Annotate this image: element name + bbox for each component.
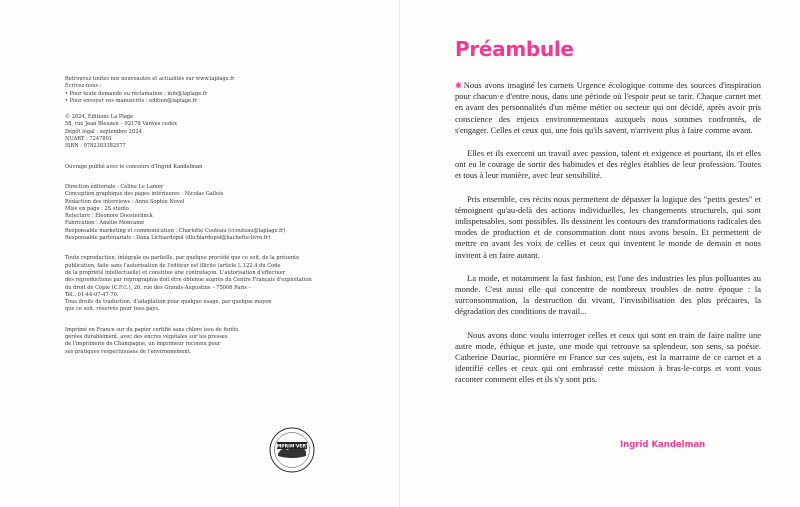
rights-line: publication, faite sans l'autorisation de l'éditeur est illicite (article L.122.4 du Code — [65, 262, 281, 269]
rights-line: Tél.: 01-44-07-47-70. — [65, 291, 119, 298]
rights-line: du droit de Copie (C.F.C.), 20, rue des Grands-Augustins – 75006 Paris – — [65, 284, 252, 291]
contact-line: • Pour toute demande ou réclamation : info@laplage.fr — [65, 90, 208, 97]
imprim-vert-logo — [268, 426, 316, 474]
credit-line: Direction éditoriale : Céline Le Lamer — [65, 183, 164, 190]
rights-line: Toute reproduction, intégrale ou partielle, par quelque procédé que ce soit, de la présente — [65, 255, 300, 262]
paragraph: Pris ensemble, ces récits nous permettent de dépasser la logique des "petits gestes" et témoignent qu'au-delà des actions individuelles, les changements structurels, qui sont indispensables, sont possibles. Ils dessinent les contours des transformations radicales des modes de production et de consommation dont nous avons besoin. Et permettent de mettre en avant les voix de celles et ceux qui inventent le monde de demain et nous invitent à en faire autant. — [455, 193, 761, 260]
logo-text: IMPRIM'VERT — [274, 444, 310, 450]
copyright-line: NUART : 7247801 — [65, 136, 113, 143]
author-signature: Ingrid Kandelman — [620, 440, 706, 450]
contact-line: Écrivez-nous : — [65, 83, 102, 90]
copyright-line: 58, rue Jean Bleuzen – 92178 Vanves cedex — [65, 121, 177, 128]
star-icon: ✱ — [455, 81, 462, 90]
colophon — [65, 76, 355, 356]
copyright-block — [65, 114, 355, 150]
rights-line: des reproductions par reprographie doit être obtenue auprès du Centre Français d'exploitation — [65, 277, 312, 284]
paragraph: Nous avons donc voulu interroger celles et ceux qui sont en train de faire naître une autre mode, éthique et juste, une mode qui retrouve sa splendeur, son sens, sa poésie. Catherine Dauriac, pionnière en France sur ces sujets, est la marraine de ce carnet et a identifié celles et ceux qui ont embrassé cette mission à bras-le-corps et vont vous raconter comment elles et ils s'y sont pris. — [455, 329, 761, 385]
paragraph — [455, 80, 761, 136]
printing-line: gérées durablement, avec des encres végétales sur les presses — [65, 334, 228, 341]
credit-line: Conception graphique des pages intérieures : Nicolas Gallois — [65, 191, 224, 198]
printing-line: ses pratiques respectueuses de l'environnement. — [65, 348, 192, 355]
contact-line: Retrouvez toutes nos nouveautés et actualités sur www.laplage.fr — [65, 76, 235, 82]
credit-line: Relecture : Éléonore Doosterlinck — [65, 213, 153, 220]
credits-block — [65, 184, 355, 242]
paragraph-text: Nous avons imaginé les carnets Urgence écologique comme des sources d'inspiration pour chacun·e d'entre nous, dans une période où l'espoir peut se tarir. Chaque carnet met en avant des personnalités d'un même métier ou secteur qui ont décidé, après avoir pris conscience des enjeux environnementaux auxquels nous sommes confrontés, de s'engager. Celles et ceux qui, une fois qu'ils savent, n'arrivent plus à faire comme avant. — [455, 80, 761, 135]
rights-line: de la propriété intellectuelle) et constitue une contrefaçon. L'autorisation d'effectuer — [65, 269, 286, 276]
paragraph: Elles et ils exercent un travail avec passion, talent et exigence et pourtant, ils et elles ont eu le courage de sortir des habitudes et des règles établies de leur profession. Toutes et tous à leur manière, avec leur sensibilité. — [455, 148, 761, 181]
contact-block — [65, 76, 355, 105]
paragraph: La mode, et notamment la fast fashion, est l'une des industries les plus polluantes au monde. C'est aussi elle qui concentre de nombreux troubles de notre époque : la surconsommation, la destruction du vivant, l'invisibilisation des plus précaires, la dégradation des conditions de travail... — [455, 272, 761, 317]
contact-line: • Pour envoyer vos manuscrits : edition@laplage.fr — [65, 97, 198, 104]
contest-line: Ouvrage publié avec le concours d'Ingrid Kandelman — [65, 163, 203, 170]
printing-line: de l'imprimerie de Champagne, un imprimeur reconnu pour — [65, 341, 221, 348]
credit-line: Rédaction des interviews : Anne-Sophie Novel — [65, 198, 185, 205]
rights-block — [65, 255, 355, 313]
page-title: Préambule — [455, 37, 574, 61]
copyright-line: Dépôt légal : septembre 2024 — [65, 128, 142, 135]
credit-line: Responsable marketing et communication : Charlotte Couteau (ccouteau@laplage.fr) — [65, 227, 286, 234]
rights-line: Tous droits de traduction, d'adaptation pour quelque usage, par quelque moyen — [65, 299, 272, 306]
preamble-text — [455, 80, 761, 398]
printing-block — [65, 327, 355, 356]
printing-line: Imprimé en France sur du papier certifié sans chlore issu de forêts — [65, 326, 239, 333]
credit-line: Responsable partenariats : Dana Lichiardopol (dlichiardopol@hachette-livre.fr) — [65, 235, 271, 242]
copyright-line: © 2024, Éditions La Plage — [65, 114, 134, 121]
credit-line: Fabrication : Amélie Moncamé — [65, 220, 145, 227]
credit-line: Mise en page : 2S studio — [65, 205, 129, 212]
rights-line: que ce soit, réservés pour tous pays. — [65, 306, 160, 313]
copyright-line: ISBN : 9782383382577 — [65, 143, 126, 150]
